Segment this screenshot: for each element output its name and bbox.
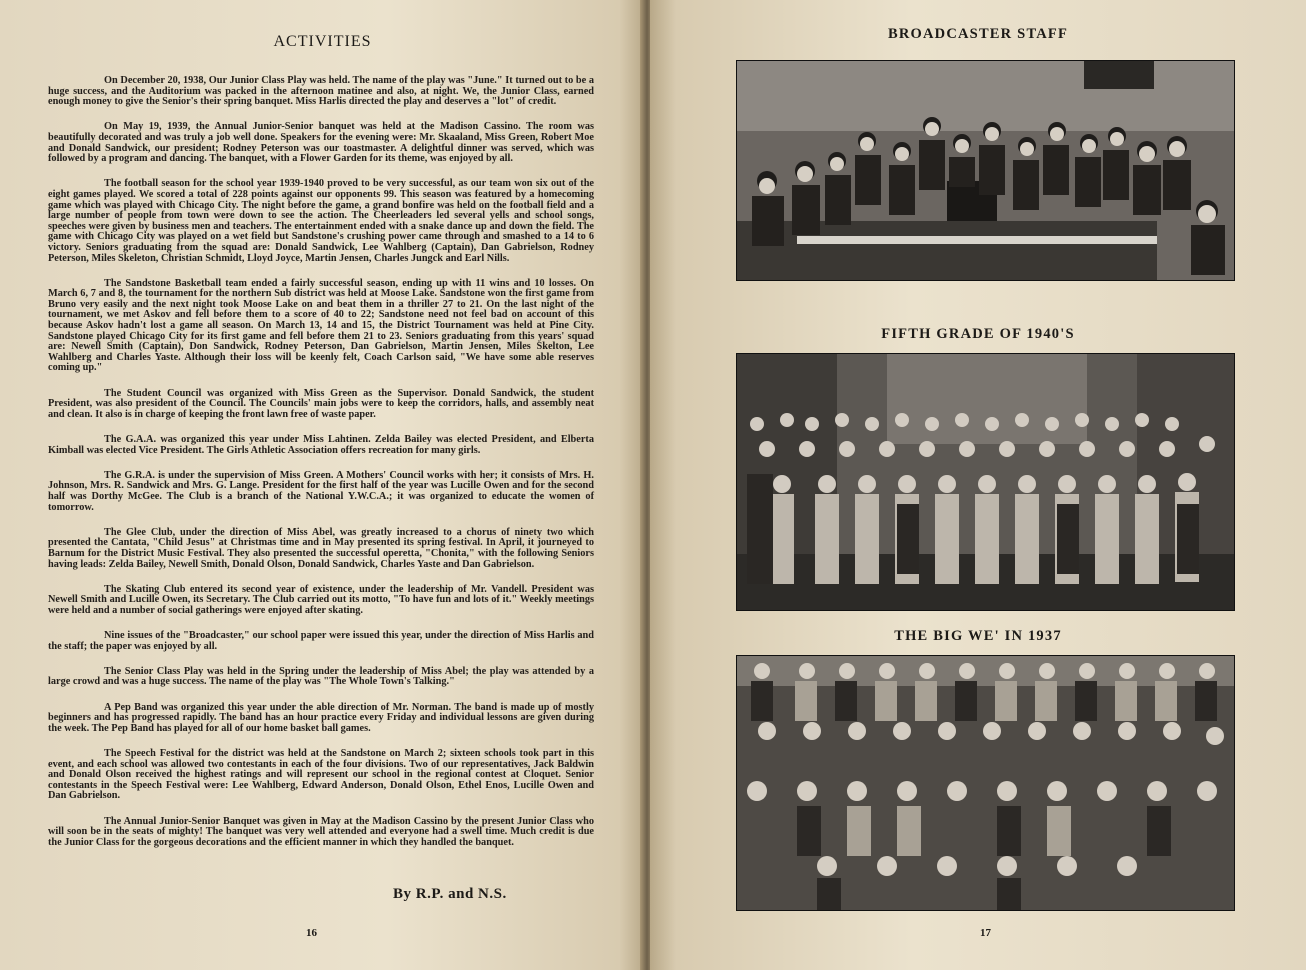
left-page <box>0 0 645 970</box>
activities-article <box>48 76 594 863</box>
page-number-right: 17 <box>980 927 991 939</box>
article-signature: By R.P. and N.S. <box>393 886 507 902</box>
big-we-photo <box>736 655 1235 911</box>
paragraph: The Glee Club, under the direction of Miss Abel, was greatly increased to a chorus of ninety two which presented the Cantata, "Child Jesus" at Christmas time and in May presented its spring festival. In April, it journeyed to Barnum for the District Music Festival. They also presented the successful operetta, "Chonita," with the following Seniors having leads: Zelda Bailey, Newell Smith, Donald Olson, Donald Sandwick, Charles Yaste and Dan Gabrielson. <box>48 526 594 570</box>
paragraph: The Skating Club entered its second year of existence, under the leadership of Mr. Vandell. President was Newell Smith and Lucille Owen, its Secretary. The Club carried out its motto, "To have fun and lots of it." Weekly meetings were held and a number of social gatherings were enjoyed after skating. <box>48 583 594 616</box>
paragraph: The Sandstone Basketball team ended a fairly successful season, ending up with 11 wins and 10 losses. On March 6, 7 and 8, the tournament for the northern Sub district was held at Moose Lake. Sandstone won the first game from Bruno very easily and the next night took Moose Lake on and beat them in a thriller 27 to 21. On the last night of the tournament, we met Askov and fell before them to a score of 40 to 22; Sandstone need not feel bad on account of this because Askov hadn't lost a game all season. On March 13, 14 and 15, the District Tournament was held at Pine City. Sandstone played Chicago City for its first game and fell before them 21 to 23. Seniors graduating from this years' squad are: Newell Smith (Captain), Don Sandwick, Rodney Peterson, Dan Gabrielson, Martin Jensen, Miles Skelton, Lee Wahlberg and Charles Yaste. Although their loss will be keenly felt, Coach Carlson said, "We have some able reserves coming up." <box>48 277 594 374</box>
paragraph: Nine issues of the "Broadcaster," our school paper were issued this year, under the direction of Miss Harlis and the staff; the paper was enjoyed by all. <box>48 630 594 652</box>
paragraph: The G.R.A. is under the supervision of Miss Green. A Mothers' Council works with her; it consists of Mrs. H. Johnson, Mrs. R. Sandwick and Mrs. G. Lange. President for the first half of the year was Lucille Owen and for the second half was Dorthy McGee. The Club is a branch of the National Y.W.C.A.; it was organized to educate the women of tomorrow. <box>48 469 594 513</box>
staff-photo-image <box>737 61 1234 280</box>
paragraph: The Speech Festival for the district was held at the Sandstone on March 2; sixteen schools took part in this event, and each school was allowed two contestants in each of the four divisions. Two of our representatives, Jack Baldwin and Donald Olson received the highest ratings and will represent our school in the regional contest at Cloquet. Senior contestants in the Speech Festival were: Lee Wahlberg, Edward Anderson, Donald Olson, Ethel Enos, Lucille Owen and Dan Gabrielson. <box>48 748 594 802</box>
fifth-grade-title: FIFTH GRADE OF 1940'S <box>881 326 1075 342</box>
paragraph: The Annual Junior-Senior Banquet was given in May at the Madison Cassino by the present Junior Class who will soon be in the seats of mighty! The banquet was very well attended and everyone had a swell time. Much credit is due the Junior Class for the gorgeous decorations and the efficient manner in which they handled the banquet. <box>48 815 594 848</box>
paragraph: The football season for the school year 1939-1940 proved to be very successful, as our team won six out of the eight games played. We scored a total of 228 points against our opponents 99. This season was featured by a homecoming game which was played with Chicago City. The night before the game, a grand bonfire was held on the football field and a large number of people from town were down to see the action. The Cheerleaders led several yells and school songs, speeches were given by business men and teachers. The entertainment ended with a snake dance up and down the field. The game with Chicago City was played on a wet field but Sandstone's crushing power came through and smashed to a 14 to 6 victory. Seniors graduating from the squad are: Donald Sandwick, Lee Wahlberg (Captain), Dan Gabrielson, Rodney Peterson, Miles Skeleton, Christian Schmidt, Lloyd Joyce, Martin Jensen, Charles Jungck and Earl Nills. <box>48 178 594 264</box>
broadcaster-staff-title: BROADCASTER STAFF <box>887 26 1069 42</box>
fifth-grade-photo <box>736 353 1235 611</box>
paragraph: The Senior Class Play was held in the Spring under the leadership of Miss Abel; the play was attended by a large crowd and was a huge success. The name of the play was "The Whole Town's Talking." <box>48 665 594 688</box>
right-page <box>650 0 1306 970</box>
paragraph: On May 19, 1939, the Annual Junior-Senior banquet was held at the Madison Cassino. The room was beautifully decorated and was truly a job well done. Speakers for the evening were: Mr. Skaaland, Miss Green, Robert Moe and Donald Sandwick, our president; Rodney Peterson was our toastmaster. A delightful dinner was served, which was followed by a program and dancing. The banquet, with a Flower Garden for its theme, was enjoyed by all. <box>48 121 594 165</box>
paragraph: A Pep Band was organized this year under the able direction of Mr. Norman. The band is made up of mostly beginners and has progressed rapidly. The band has an hour practice every Friday and individual lessons are given during the week. The Pep Band has played for all of our home basket ball games. <box>48 701 594 734</box>
paragraph: The Student Council was organized with Miss Green as the Supervisor. Donald Sandwick, the student President, was also president of the Council. The Councils' main jobs were to keep the corridors, halls, and assembly neat and clean. It also is in charge of keeping the front lawn free of waste paper. <box>48 387 594 420</box>
big-we-image <box>737 656 1234 910</box>
fifth-grade-image <box>737 354 1234 610</box>
big-we-title: THE BIG WE' IN 1937 <box>894 628 1062 644</box>
broadcaster-staff-photo <box>736 60 1235 281</box>
page-number-left: 16 <box>306 927 317 939</box>
paragraph: On December 20, 1938, Our Junior Class Play was held. The name of the play was "June." It turned out to be a huge success, and the Auditorium was packed in the afternoon matinee and also, at night. We, the Junior Class, earned enough money to give the Senior's their spring banquet. Miss Harlis directed the play and deserves a "lot" of credit. <box>48 75 594 108</box>
activities-title: ACTIVITIES <box>273 33 372 50</box>
paragraph: The G.A.A. was organized this year under Miss Lahtinen. Zelda Bailey was elected President, and Elberta Kimball was elected Vice President. The Girls Athletic Association offers recreation for many girls. <box>48 434 594 456</box>
